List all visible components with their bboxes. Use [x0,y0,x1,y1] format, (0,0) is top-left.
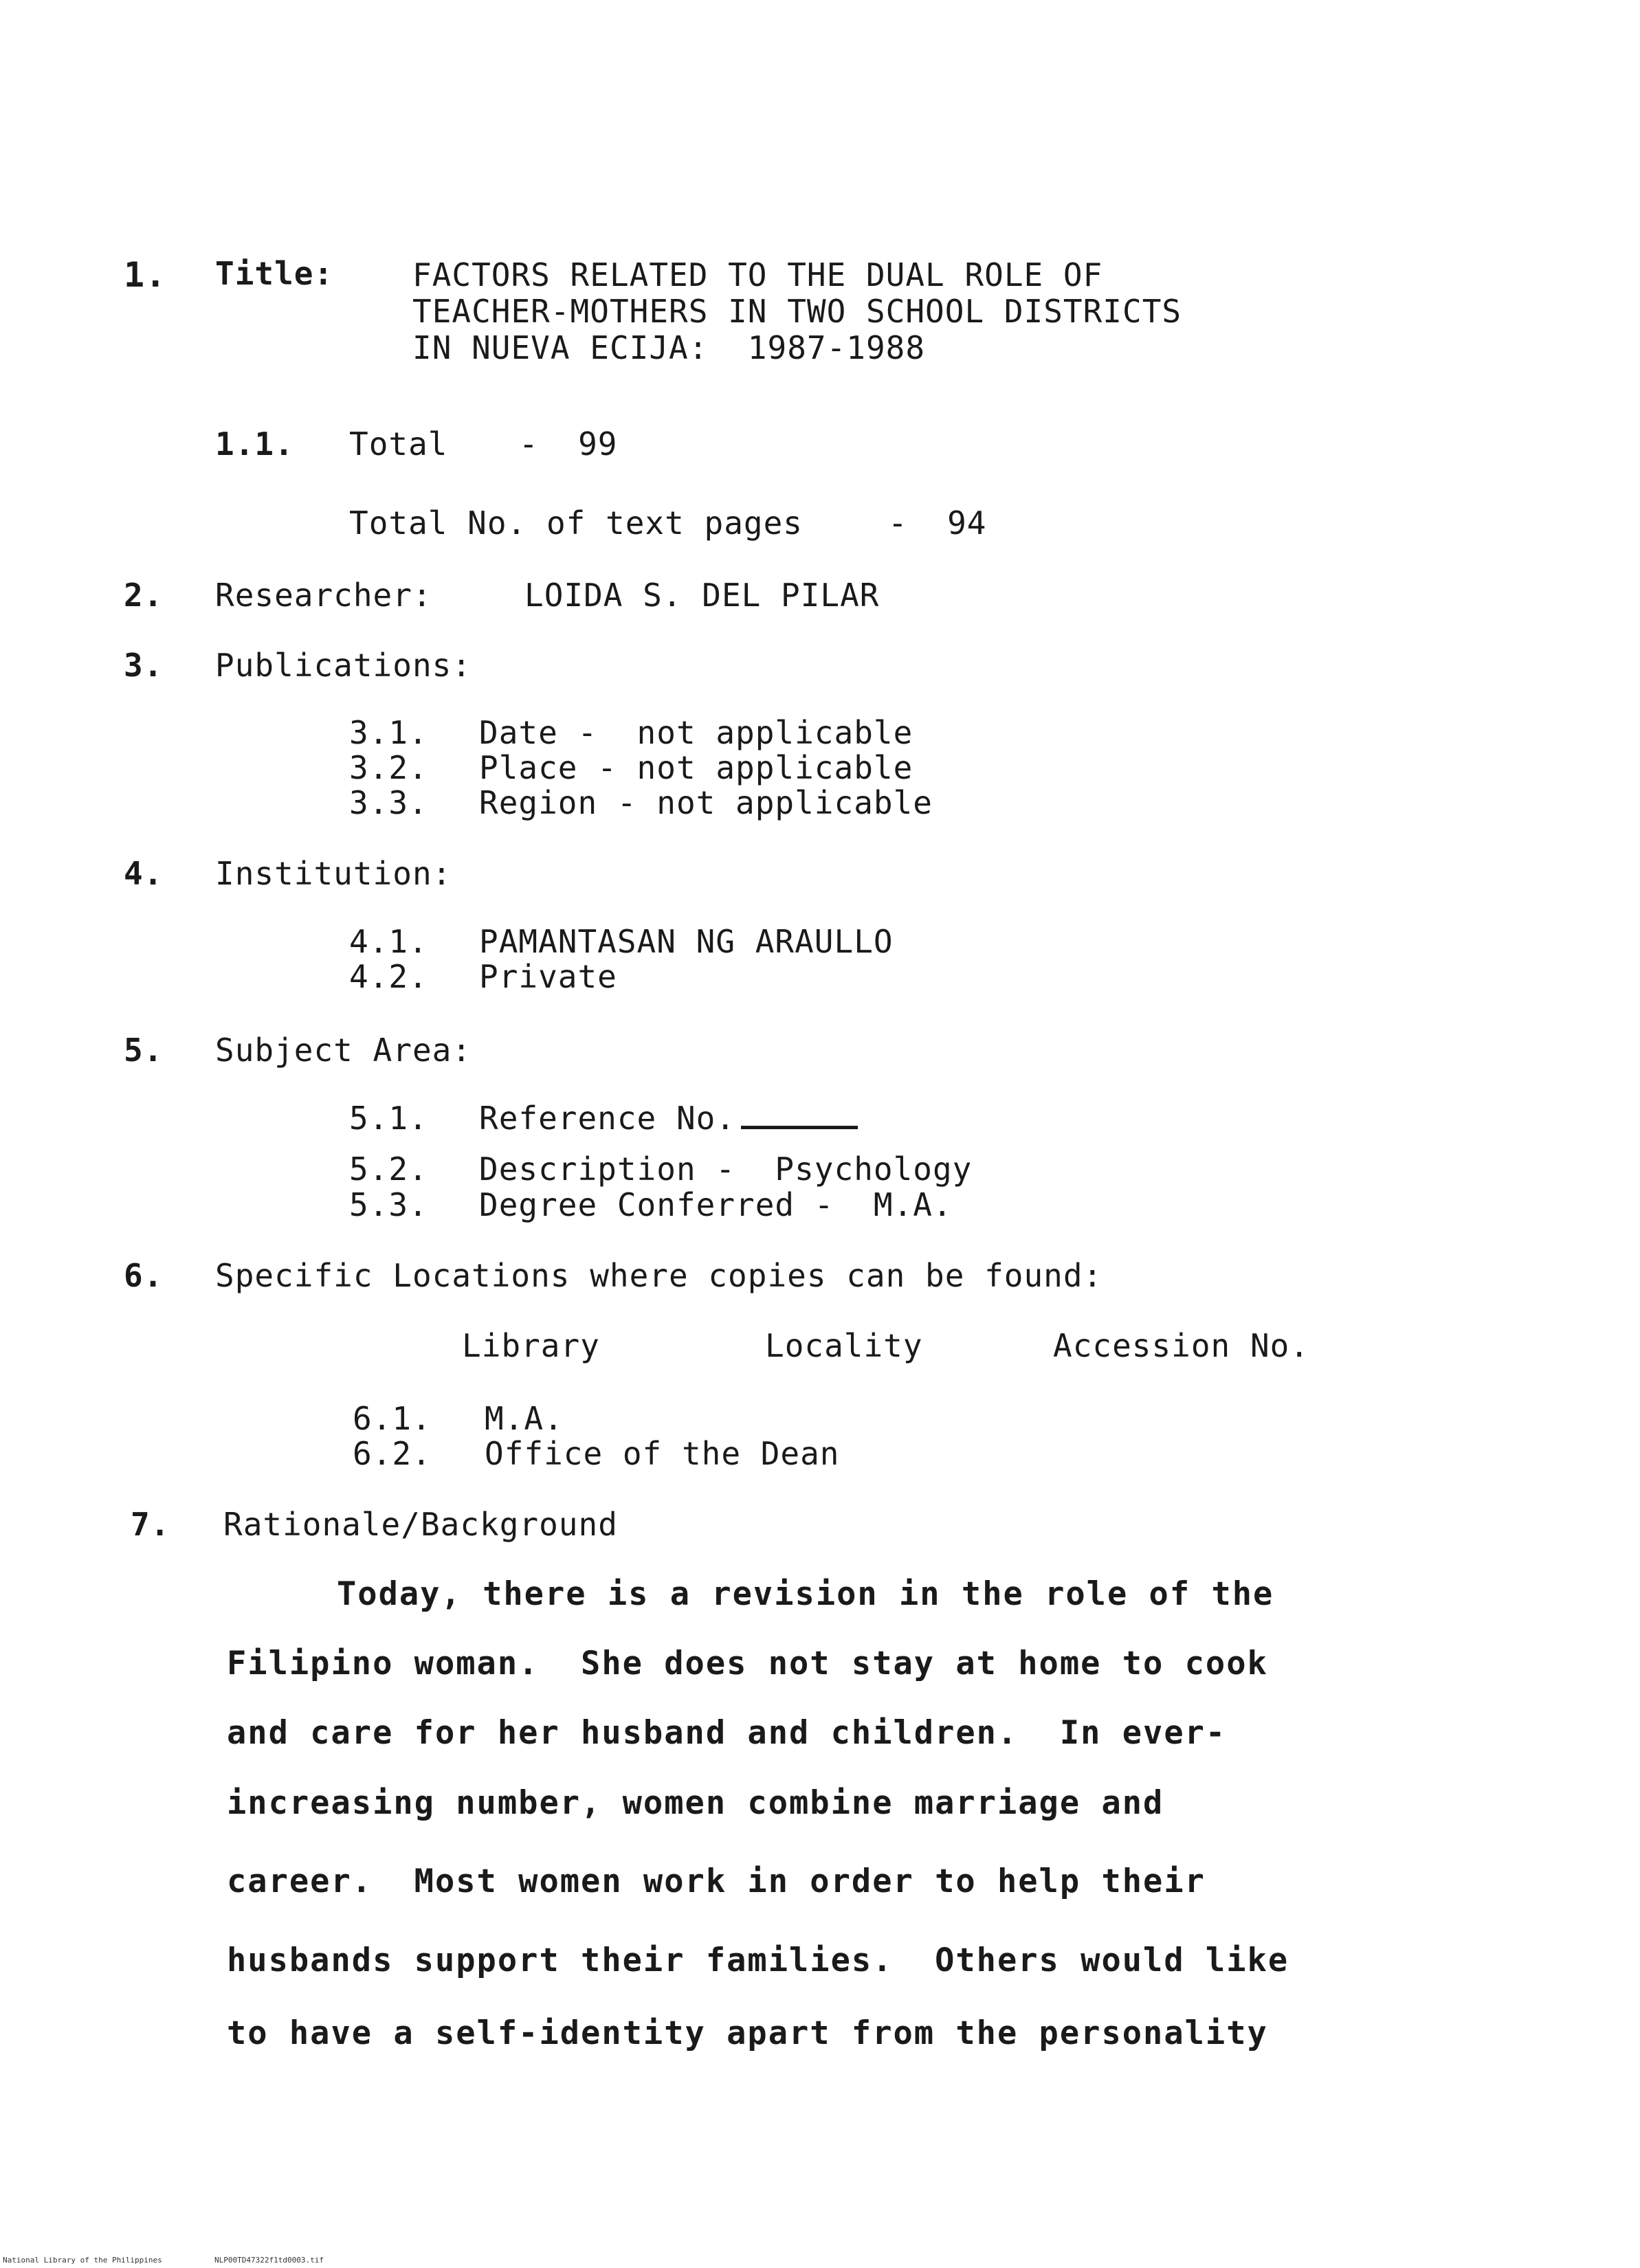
column-accession-no: Accession No. [1053,1327,1310,1364]
section-3-number: 3. [124,647,164,684]
column-library: Library [462,1327,600,1364]
item-4-1-number: 4.1. [349,923,428,960]
item-3-3-text: Region - not applicable [479,784,933,821]
locations-label: Specific Locations where copies can be found: [215,1257,1103,1294]
item-3-1-text: Date - not applicable [479,714,913,751]
item-5-2-text: Description - Psychology [479,1150,973,1188]
item-5-3-text: Degree Conferred - M.A. [479,1186,953,1223]
title-line-3: IN NUEVA ECIJA: 1987-1988 [412,329,926,366]
footer-filename: NLP00TD47322f1td0003.tif [214,2256,324,2265]
section-1-number: 1. [124,255,167,295]
item-6-1-number: 6.1. [353,1400,432,1437]
title-line-1: FACTORS RELATED TO THE DUAL ROLE OF [412,256,1103,293]
item-3-2-text: Place - not applicable [479,749,913,786]
title-line-2: TEACHER-MOTHERS IN TWO SCHOOL DISTRICTS [412,293,1182,330]
researcher-value: LOIDA S. DEL PILAR [524,577,880,614]
section-6-number: 6. [124,1257,164,1294]
item-4-2-text: Private [479,958,617,995]
footer-library: National Library of the Philippines [3,2256,162,2265]
total-label: Total [349,425,448,463]
section-7-number: 7. [131,1506,170,1543]
paragraph-line-2: Filipino woman. She does not stay at home to cook [227,1645,1268,1682]
subject-area-label: Subject Area: [215,1032,472,1069]
item-3-1-number: 3.1. [349,714,428,751]
section-1-1-number: 1.1. [215,425,294,463]
total-value: - 99 [519,425,618,463]
researcher-label: Researcher: [215,577,432,614]
item-4-1-text: PAMANTASAN NG ARAULLO [479,923,894,960]
reference-number-blank [741,1119,858,1129]
paragraph-line-6: husbands support their families. Others would like [227,1942,1289,1979]
item-5-3-number: 5.3. [349,1186,428,1223]
text-pages-label: Total No. of text pages [349,504,803,542]
paragraph-line-1: Today, there is a revision in the role of the [337,1575,1274,1613]
publications-label: Publications: [215,647,472,684]
item-6-1-text: M.A. [485,1400,564,1437]
section-5-number: 5. [124,1032,164,1069]
item-6-2-number: 6.2. [353,1435,432,1472]
column-locality: Locality [765,1327,923,1364]
item-5-1-row [479,1099,858,1137]
section-4-number: 4. [124,855,164,892]
item-3-2-number: 3.2. [349,749,428,786]
item-3-3-number: 3.3. [349,784,428,821]
item-5-1-number: 5.1. [349,1100,428,1137]
item-5-2-number: 5.2. [349,1150,428,1188]
section-2-number: 2. [124,577,164,614]
rationale-label: Rationale/Background [223,1506,618,1543]
paragraph-line-4: increasing number, women combine marriage and [227,1784,1164,1822]
paragraph-line-7: to have a self-identity apart from the personality [227,2014,1268,2052]
item-6-2-text: Office of the Dean [485,1435,840,1472]
section-1-label: Title: [215,255,334,292]
paragraph-line-3: and care for her husband and children. In ever- [227,1714,1227,1752]
item-4-2-number: 4.2. [349,958,428,995]
item-5-1-text: Reference No. [479,1100,736,1137]
institution-label: Institution: [215,855,452,892]
text-pages-value: - 94 [888,504,987,542]
paragraph-line-5: career. Most women work in order to help their [227,1863,1206,1900]
